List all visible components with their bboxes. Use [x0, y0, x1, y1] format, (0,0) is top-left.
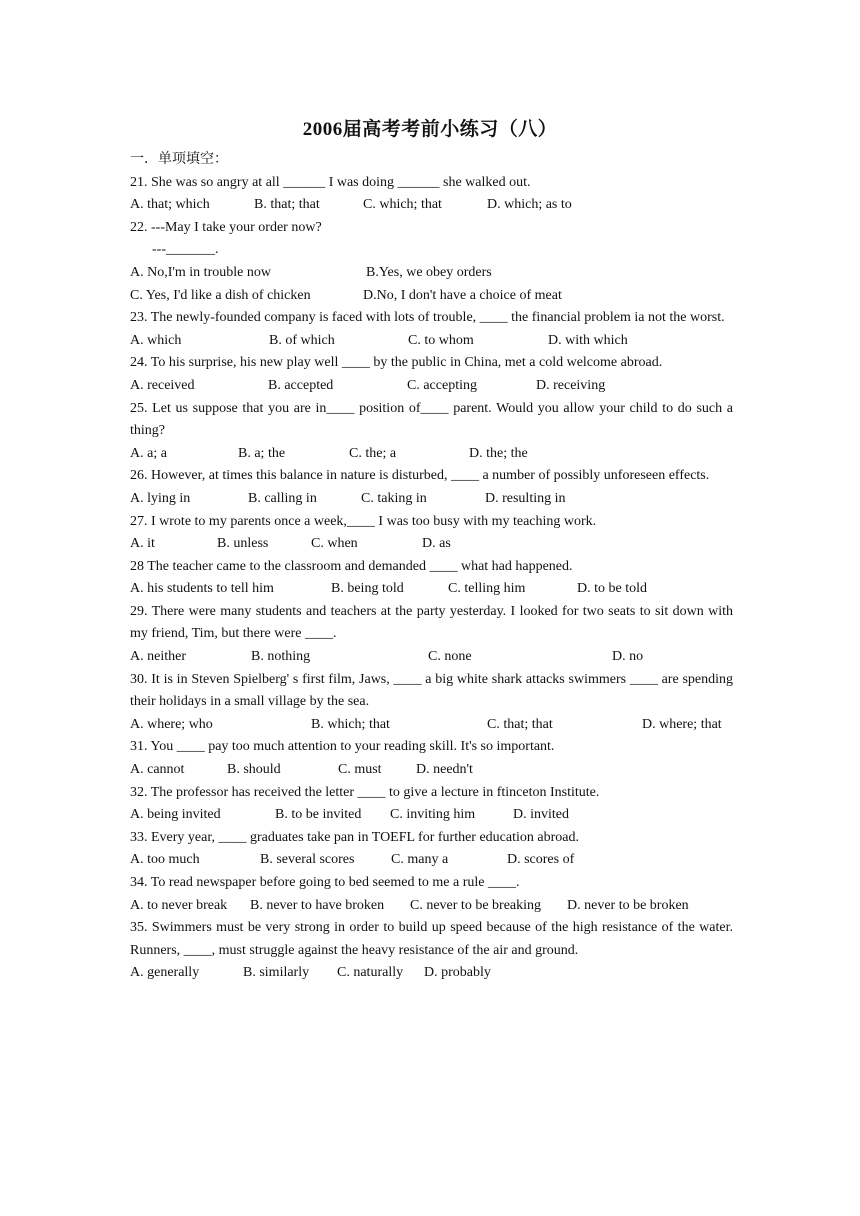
- option-row: [130, 194, 733, 217]
- option-c: C. never to be breaking: [410, 897, 542, 913]
- option-row: [130, 714, 733, 737]
- option-row: [130, 578, 733, 601]
- option-row: [130, 285, 733, 308]
- option-a: A. a; a: [130, 445, 167, 461]
- option-row: [130, 330, 733, 353]
- option-b: B. several scores: [260, 852, 355, 868]
- option-b: B. should: [227, 762, 281, 778]
- option-a: A. that; which: [130, 197, 210, 213]
- option-d: D. where; that: [642, 716, 722, 732]
- option-b: B.Yes, we obey orders: [366, 264, 492, 280]
- exercise-content: [130, 149, 733, 985]
- question-stem: 31. You ____ pay too much attention to your reading skill. It's so important.: [130, 739, 555, 755]
- option-d: D. needn't: [416, 762, 473, 778]
- option-c: C. to whom: [408, 332, 474, 348]
- question-stem: 24. To his surprise, his new play well ____ by the public in China, met a cold welcome abroad.: [130, 355, 663, 371]
- question-stem: 28 The teacher came to the classroom and demanded ____ what had happened.: [130, 558, 573, 574]
- question-stem: 23. The newly-founded company is faced with lots of trouble, ____ the financial problem ia not the worst.: [130, 310, 725, 326]
- option-a: A. lying in: [130, 490, 191, 506]
- option-b: B. that; that: [254, 197, 320, 213]
- option-b: B. of which: [269, 332, 335, 348]
- option-c: C. none: [428, 649, 472, 665]
- question-stem: 34. To read newspaper before going to bed seemed to me a rule ____.: [130, 875, 520, 890]
- option-a: A. received: [130, 377, 195, 393]
- option-b: B. which; that: [311, 716, 390, 732]
- option-a: A. to never break: [130, 897, 228, 913]
- section-heading: 一．单项填空：: [130, 152, 228, 167]
- option-b: B. accepted: [268, 377, 334, 393]
- option-d: D.No, I don't have a choice of meat: [363, 287, 562, 303]
- option-d: D. invited: [513, 807, 569, 823]
- option-row: [130, 962, 733, 985]
- question-stem: 30. It is in Steven Spielberg' s first film, Jaws, ____ a big white shark attacks swimmers ____ are spending their holidays in a small village by the sea.: [130, 671, 733, 710]
- option-b: B. a; the: [238, 445, 286, 461]
- question-stem: 35. Swimmers must be very strong in order to build up speed because of the high resistance of the water. Runners, ____, must struggle against the heavy resistance of the air and ground.: [130, 920, 733, 958]
- option-d: D. no: [612, 649, 644, 665]
- question-stem: 32. The professor has received the letter ____ to give a lecture in ftinceton Institute.: [130, 784, 600, 800]
- option-b: B. similarly: [243, 965, 310, 981]
- option-a: A. generally: [130, 965, 200, 981]
- option-b: B. unless: [217, 536, 269, 552]
- option-c: C. inviting him: [390, 807, 476, 823]
- option-d: D. resulting in: [485, 490, 566, 506]
- question-stem-reply: ---_______.: [152, 242, 219, 258]
- option-row: [130, 375, 733, 398]
- option-row: [130, 533, 733, 556]
- question-stem: 25. Let us suppose that you are in____ position of____ parent. Would you allow your child to do such a thing?: [130, 400, 733, 439]
- option-row: [130, 262, 733, 285]
- option-d: D. the; the: [469, 445, 528, 461]
- question-stem: 26. However, at times this balance in nature is disturbed, ____ a number of possibly unforeseen effects.: [130, 468, 710, 484]
- option-row: [130, 895, 733, 918]
- option-a: A. No,I'm in trouble now: [130, 264, 271, 280]
- option-a: A. where; who: [130, 716, 213, 732]
- option-b: B. nothing: [251, 649, 311, 665]
- question-stem: 27. I wrote to my parents once a week,____ I was too busy with my teaching work.: [130, 513, 597, 529]
- option-a: A. cannot: [130, 762, 185, 778]
- option-b: B. being told: [331, 581, 404, 597]
- question-stem: 29. There were many students and teachers at the party yesterday. I looked for two seats to sit down with my friend, Tim, but there were ____.: [130, 603, 733, 642]
- option-d: D. probably: [424, 965, 491, 981]
- option-row: [130, 646, 733, 669]
- option-d: D. never to be broken: [567, 897, 689, 913]
- option-b: B. to be invited: [275, 807, 362, 823]
- option-c: C. when: [311, 536, 358, 552]
- question-stem: 22. ---May I take your order now?: [130, 219, 322, 235]
- option-d: D. which; as to: [487, 197, 572, 213]
- option-c: C. accepting: [407, 377, 477, 393]
- question-stem: 33. Every year, ____ graduates take pan in TOEFL for further education abroad.: [130, 829, 579, 845]
- option-c: C. naturally: [337, 965, 404, 981]
- option-d: D. receiving: [536, 377, 606, 393]
- option-row: [130, 849, 733, 872]
- option-c: C. taking in: [361, 490, 427, 506]
- option-b: B. never to have broken: [250, 897, 385, 913]
- option-a: A. which: [130, 332, 182, 348]
- option-d: D. as: [422, 536, 451, 552]
- option-c: C. that; that: [487, 716, 553, 732]
- option-c: C. which; that: [363, 197, 442, 213]
- option-b: B. calling in: [248, 490, 317, 506]
- option-row: [130, 804, 733, 827]
- option-a: A. being invited: [130, 807, 221, 823]
- option-c: C. must: [338, 762, 382, 778]
- option-a: A. neither: [130, 649, 186, 665]
- option-a: A. his students to tell him: [130, 581, 274, 597]
- option-c: C. Yes, I'd like a dish of chicken: [130, 287, 311, 303]
- option-a: A. too much: [130, 852, 200, 868]
- option-c: C. many a: [391, 852, 449, 868]
- option-d: D. to be told: [577, 581, 647, 597]
- option-c: C. telling him: [448, 581, 526, 597]
- option-a: A. it: [130, 536, 155, 552]
- option-row: [130, 488, 733, 511]
- option-c: C. the; a: [349, 445, 397, 461]
- option-row: [130, 759, 733, 782]
- page-title: 2006届高考考前小练习（八）: [302, 119, 558, 140]
- option-d: D. with which: [548, 332, 628, 348]
- option-row: [130, 443, 733, 466]
- question-stem: 21. She was so angry at all ______ I was doing ______ she walked out.: [130, 174, 531, 190]
- option-d: D. scores of: [507, 852, 575, 868]
